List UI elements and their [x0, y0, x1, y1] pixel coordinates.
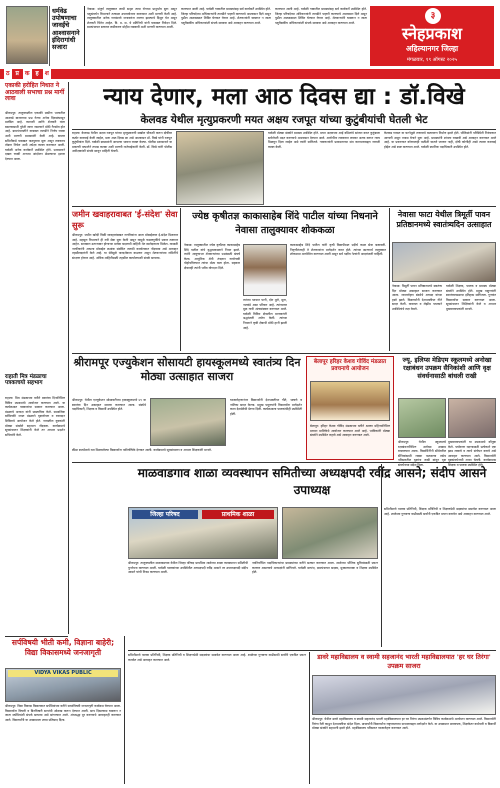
main-subhead: केलवड येथील मृत्युप्रकरणी मयत अक्षय रजपूत यांच्या कुटुंबीयांची घेतली भेट — [140, 114, 428, 126]
promo-body: बेलापूर: हरिहर केशव गोविंद मंडळाच्या वतीने श्रावण महिन्यानिमित्त प्रवचन मालिकेचे आयोजन करण्यात आले आहे. भाविकांनी मोठ्या संख्येने उपस्थित राहावे असे आवाहन करण्यात आले. — [310, 424, 390, 438]
malwadgaon-headline: माळवाडगाव शाळा व्यवस्थापन समितीच्या अध्यक्षपदी रवींद्र आसने; संदीप आसने उपाध्यक्ष — [137, 466, 487, 497]
main-sub-rule — [72, 129, 496, 130]
shinde-headline: ज्येष्ठ कृषीतज्ञ काकासाहेब शिंदे पाटील यांच्या निधनाने नेवासा तालुक्यावर शोककळा — [192, 211, 378, 236]
malwadgaon-photo-b — [282, 507, 378, 559]
masthead-lead-col-a: नेवासा: संपूर्ण तालुक्यात लम्पी सदृश त्वचा रोगाचा प्रादुर्भाव सुरू असून पशुसंवर्धन विभागाने तत्काळ उपाययोजना कराव्यात अशी मागणी केली आहे. तालुक्यातील अनेक गावांमध्ये जनावरांना लागण झाल्याचे दिसून येत असून शेतकरी चिंतेत आहेत. वि. प्र. स. चे प्रतिनिधी यांनी याबाबत निवेदन दिले. ग्रामपंचायत स्तरावर लसीकरण मोहीम राबवावी अशी मागणी करण्यात आली. — [87, 7, 177, 30]
logo-subtitle: अहिल्यानगर जिल्हा — [405, 44, 459, 53]
land-divider — [180, 208, 181, 351]
main-photo — [176, 131, 264, 205]
section-ribbon — [0, 69, 500, 79]
main-body-b: यावेळी मोठ्या संख्येने ग्रामस्थ उपस्थित होते. मयत अक्षयच्या आई वडिलांचे सांत्वन करत कुटुंबाला सर्वतोपरी मदत करण्याचे आश्वासन देण्यात आले. आरोपींना लवकरात लवकर अटक करून न्याय मिळवून दिला जाईल असे त्यांनी सांगितले. गावकऱ्यांनी प्रशासनाच्या संथ कारभाराबद्दल नाराजी व्यक्त केली. — [268, 131, 380, 149]
fence-photo-banner: VIDYA VIKAS PUBLIC — [8, 670, 118, 677]
land-headline: जमीन खवाहरावाबत 'ई-संदेश' सेवा सुरू — [72, 209, 178, 230]
shrirampur-body-a: श्रीरामपूर: येथील एज्युकेशन सोसायटीच्या हायस्कूलमध्ये ७९ वा स्वातंत्र्य दिन उत्साहात साजरा करण्यात आला. संस्थेचे पदाधिकारी, शिक्षक व विद्यार्थी उपस्थित होते. — [72, 398, 146, 412]
shinde-portrait — [243, 244, 287, 296]
malwadgaon-body-a: श्रीरामपूर: तालुक्यातील माळवाडगाव येथील जिल्हा परिषद प्राथमिक शाळेच्या शाळा व्यवस्थापन समितीची पुनर्रचना करण्यात आली. यावेळी पालकांच्या उपस्थितीत अध्यक्षपदी रवींद्र आसने तर उपाध्यक्षपदी संदीप आसने यांची निवड करण्यात आली. — [128, 561, 248, 575]
main-bottom-rule — [72, 206, 496, 207]
jyu-body-a: श्रीरामपूर: येथील स्कूलमध्ये रक्षाबंधनानिमित्त अनोखा उपक्रम राबवण्यात आला. विद्यार्थिनींनी सीमेवरील सैनिकांसाठी राख्या पाठवल्या तसेच परिसरातील वृक्षांना राखी बांधून वृक्ष संवर्धनाचा संदेश दिला. — [398, 440, 446, 467]
dr-headline: डावरे महाविद्यालय व स्वामी सहजानंद भारती महाविद्यालयात 'हर घर तिरंगा' उपक्रम साजरा — [317, 653, 491, 670]
nevasa-body-a: नेवासा: त्रिमूर्ती पावन प्रतिष्ठानमध्ये स्वातंत्र्य दिन मोठ्या उत्साहात साजरा करण्यात आला. ध्वजारोहण संस्थेचे अध्यक्ष यांच्या हस्ते झाले. विद्यार्थ्यांनी देशभक्तीपर गीते सादर केली. कवायत व लेझीम पथकाने उपस्थितांचे लक्ष वेधले. — [392, 284, 442, 311]
ribbon-tag: श — [44, 70, 49, 77]
main-body-a: राहाता: केलवड येथील अक्षय रजपूत यांच्या मृत्यूप्रकरणी सखोल चौकशी करून दोषींवर कठोर कारवाई केली जाईल, मला आठ दिवस द्या असे आश्वासन डॉ. विखे यांनी रजपूत कुटुंबीयांना दिले. यावेळी ग्रामस्थांनी आपल्या भावना व्यक्त केल्या. पोलीस प्रशासनाने या प्रकरणी तत्परतेने तपास करावा अशी मागणी नातेवाईकांनी केली. डॉ. विखे यांनी पोलीस अधीक्षकांशी संपर्क साधून माहिती घेतली. — [72, 131, 172, 154]
shrirampur-body-b: ध्वजारोहणानंतर विद्यार्थ्यांनी देशभक्तीपर गीते, भाषणे व नाटिका सादर केल्या. प्रमुख पाहुण्यांनी विद्यार्थ्यांना मार्गदर्शन करत देशसेवेची प्रेरणा दिली. कार्यक्रमाला पालकांचीही उपस्थिती होती. — [230, 398, 303, 416]
fence-divider — [124, 636, 125, 784]
land-body: श्रीरामपूर: जमीन खरेदी विक्री व्यवहारांबाबत नागरिकांना आता मोबाईलवर ई-संदेश मिळणार आहे. महसूल विभागाने ही नवी सेवा सुरू केली असून यामुळे फसवणुकीचे प्रकार टळणार आहेत. सातबारा उताऱ्यावर होणाऱ्या प्रत्येक बदलाची माहिती थेट खातेदाराला मिळेल. यासाठी नागरिकांनी आपला मोबाईल क्रमांक संबंधित तलाठी कार्यालयात नोंदवावा असे आवाहन तहसीलदारांनी केले आहे. या सेवेमुळे पारदर्शकता वाढणार असून शेतकऱ्यांच्या जमिनींचे संरक्षण होणार आहे. अधिक माहितीसाठी तहसील कार्यालयाशी संपर्क साधावा. — [72, 233, 178, 260]
malwadgaon-body-d: समितीमध्ये पालक प्रतिनिधी, शिक्षक प्रतिनिधी व शिक्षणप्रेमी सदस्यांचा समावेश करण्यात आला आहे. शाळेच्या गुणवत्ता वाढीसाठी सर्वांनी एकत्रित प्रयत्न करावेत असे आवाहन करण्यात आले. — [128, 653, 306, 662]
ribbon-tag: ठ — [6, 70, 10, 77]
teaser-headline: धर्मवेढ उपोषणाचा जावईंचे आश्वासनाने इंदिरागांधी सजारा — [52, 7, 80, 52]
jyu-photo-a — [398, 398, 446, 438]
main-body-c: केलवड गावात या घटनेमुळे तणावाचे वातावरण निर्माण झाले होते. पोलिसांनी परिस्थिती नियंत्रणात आणली असून तपास वेगाने सुरू आहे. ग्रामस्थांनी शांतता राखावी असे आवाहन करण्यात आले आहे. या प्रकरणात कोणालाही पाठीशी घातले जाणार नाही, दोषी कोणीही असो त्यावर कारवाई होईल असे स्पष्ट करण्यात आले. यावेळी स्थानिक पदाधिकारी उपस्थित होते. — [384, 131, 496, 149]
malwadgaon-divider — [381, 464, 382, 647]
shrirampur-headline: श्रीरामपूर एज्युकेशन सोसायटी हायस्कूलमध्ये स्वातंत्र्य दिन मोठ्या उत्साहात साजरा — [73, 356, 301, 383]
ribbon-tag: प्र — [15, 70, 19, 77]
jyu-body-b: मुख्याध्यापकांनी या उपक्रमाचे कौतुक केले. पर्यावरण रक्षणासाठी प्रत्येकाने एक झाड लावावे व त्याचे संगोपन करावे असे आवाहन करण्यात आले. विद्यार्थ्यांनी वृक्षसंवर्धनाची शपथ घेतली. कार्यक्रमास शिक्षक व पालक उपस्थित होते. — [448, 440, 496, 467]
malwadgaon-body-b: नवनिर्वाचित पदाधिकाऱ्यांचा ग्रामस्थांच्या वतीने सत्कार करण्यात आला. शाळेच्या भौतिक सुविधांसाठी प्रयत्न करणार असल्याचे अध्यक्षांनी सांगितले. यावेळी सरपंच, ग्रामपंचायत सदस्य, मुख्याध्यापक व शिक्षक उपस्थित होते. — [252, 561, 378, 575]
left-col-divider — [68, 82, 69, 634]
dr-body: श्रीरामपूर: येथील डावरे महाविद्यालय व स्वामी सहजानंद भारती महाविद्यालयात हर घर तिरंगा उपक्रमांतर्गत विविध कार्यक्रमांचे आयोजन करण्यात आले. विद्यार्थ्यांनी तिरंगा रॅली काढून देशभक्तीचा संदेश दिला. प्राचार्यांनी विद्यार्थ्यांना राष्ट्रध्वजाच्या सन्मानाबद्दल मार्गदर्शन केले. या उपक्रमात प्राध्यापक, शिक्षकेतर कर्मचारी व विद्यार्थी मोठ्या संख्येने सहभागी झाले होते. महाविद्यालय परिसरात ध्वजारोहण करण्यात आले. — [312, 717, 496, 731]
nevasa-photo — [392, 242, 496, 282]
malwadgaon-banner-b: प्राथमिक शाळा — [202, 510, 274, 519]
left-bottom-rule — [5, 636, 68, 637]
dr-divider — [309, 652, 310, 784]
malwadgaon-banner-a: जिल्हा परिषद — [132, 510, 198, 519]
masthead-lead-col-c: करण्यात आली आहे. यावेळी गावातील ग्रामस्थांसह सर्व कार्यकर्ते उपस्थित होते. जिल्हा परिषदेच्या अधिकाऱ्यांनी तातडीने पाहणी करण्याचे आश्वासन दिले असून पुढील आठवड्यात शिबिर घेण्यात येणार आहे. शेतकऱ्यांनी घाबरून न जाता पशुवैद्यकीय अधिकाऱ्यांशी संपर्क साधावा असे आवाहन करण्यात आले. — [275, 7, 367, 25]
malwadgaon-body-c: समितीमध्ये पालक प्रतिनिधी, शिक्षक प्रतिनिधी व शिक्षणप्रेमी सदस्यांचा समावेश करण्यात आला आहे. शाळेच्या गुणवत्ता वाढीसाठी सर्वांनी एकत्रित प्रयत्न करावेत असे आवाहन करण्यात आले. — [384, 507, 496, 516]
nevasa-headline: नेवासा फाटा येथील त्रिमूर्ती पावन प्रतिष्ठानमध्ये स्वातंत्र्यदिन उत्साहात — [396, 210, 492, 229]
ribbon-tag: क — [24, 70, 30, 77]
shrirampur-photo — [150, 398, 226, 446]
dr-photo — [312, 675, 496, 715]
jyu-photo-b — [448, 398, 496, 438]
shinde-body-b: त्यांच्या पश्चात पत्नी, दोन मुले, सुना, नातवंडे असा परिवार आहे. त्यांच्यावर मूळ गावी अंत्यसंस्कार करण्यात आले. यावेळी विविध क्षेत्रातील मान्यवरांनी श्रद्धांजली अर्पण केली. त्यांच्या निधनाने कृषी क्षेत्राची मोठी हानी झाली आहे. — [243, 298, 287, 330]
promo-photo — [310, 381, 390, 421]
teaser-photo — [6, 6, 48, 64]
bottom-strip-rule — [128, 650, 496, 651]
left-story1-body: श्रीरामपूर: तालुक्यातील एकाकी ग्रामीण भागातील आठवडे बाजाराचा प्रश्न गेल्या अनेक दिवसांपासून प्रलंबित आहे. व्यापारी आणि शेतकरी यांना बसण्यासाठी पुरेशी जागा नसल्याने मोठी गैरसोय होत आहे. ग्रामपंचायतीने याबाबत तातडीने निर्णय घ्यावा अशी मागणी ग्रामस्थांनी केली आहे. बाजार समितीकडे याबाबत पाठपुरावा सुरू असून लवकरच तोडगा निघेल अशी अपेक्षा व्यक्त करण्यात आली. यावेळी अनेक कार्यकर्ते उपस्थित होते. प्रशासनाने दखल घ्यावी अन्यथा आंदोलन छेडण्याचा इशारा देण्यात आला. — [5, 111, 65, 161]
logo-number: ३ — [430, 11, 436, 21]
ribbon-tags — [4, 69, 51, 79]
ribbon-tag: ह — [35, 70, 39, 77]
masthead-lead-col-b: करण्यात आली आहे. यावेळी गावातील ग्रामस्थांसह सर्व कार्यकर्ते उपस्थित होते. जिल्हा परिषदेच्या अधिकाऱ्यांनी तातडीने पाहणी करण्याचे आश्वासन दिले असून पुढील आठवड्यात शिबिर घेण्यात येणार आहे. शेतकऱ्यांनी घाबरून न जाता पशुवैद्यकीय अधिकाऱ्यांशी संपर्क साधावा असे आवाहन करण्यात आले. — [181, 7, 271, 25]
left-story2-headline: राहाती मित्र मंडळाचा पत्रकाचयो सहभाग — [5, 374, 47, 387]
fence-headline: सर्पविषयी भीती कमी, विज्ञाना बाहेरी; विद्या विकासमध्ये जनजागृती — [11, 638, 115, 657]
mid-rule — [72, 353, 496, 354]
teaser-box — [6, 6, 50, 66]
jyu-headline: ज्यू. इलिप्स मेडिएम स्कूलमध्ये अनोखा रक्षाबंधन उपक्रम सैनिकांशी आणि वृक्ष संवर्धनासाठी बांधली राखी — [402, 356, 492, 380]
fence-body: श्रीरामपूर: विद्या विकास विद्यालयात सर्पमित्रांच्या वतीने सापांविषयी जनजागृती कार्यक्रम घेण्यात आला. विद्यार्थ्यांना विषारी व बिनविषारी सापांची ओळख करून देण्यात आली. साप दिसल्यास घाबरून न जाता सर्पमित्रांशी संपर्क साधावा असे सांगण्यात आले. अंधश्रद्धा दूर करण्याचे आवाहनही करण्यात आले. विद्यार्थ्यांनी या उपक्रमाला उत्तम प्रतिसाद दिला. — [5, 704, 121, 722]
shinde-divider — [389, 208, 390, 351]
lower-rule — [72, 462, 496, 463]
logo-title: स्नेहप्रकाश — [402, 24, 462, 43]
shrirampur-body-c: क्रीडा स्पर्धांमध्ये यश मिळवलेल्या विद्यार्थ्यांना पारितोषिके देण्यात आली. कार्यक्रमाचे सूत्रसंचालन व आभार शिक्षकांनी मानले. — [72, 448, 212, 452]
left-story2-body: राहाता: मित्र मंडळाच्या वतीने स्वातंत्र्य दिनानिमित्त विविध उपक्रमांचे आयोजन करण्यात आले. या कार्यक्रमात पत्रकारांचा सत्कार करण्यात आला. मंडळाचे अध्यक्ष यांनी प्रास्ताविक केले. सामाजिक बांधिलकी जपत मंडळाने वृक्षारोपण व रक्तदान शिबिराचे आयोजन केले होते. गावातील युवकांनी मोठ्या संख्येने सहभाग नोंदवला. कार्यक्रमाचे सूत्रसंचालन शिक्षकांनी केले तर आभार प्रदर्शन सचिवांनी केले. — [5, 396, 65, 437]
promo-headline: बेलापूर हरिहर केशव गोविंद मंडळात प्रवचनाचे आयोजन — [313, 359, 387, 372]
masthead-divider — [84, 6, 85, 66]
date-line: मंगळवार, १९ ऑगस्ट २०२५ — [406, 57, 458, 63]
left-story1-headline: एकाकी हरोहित निधात ने आठवाली सभाचा प्रश्न मार्गी लावा — [5, 82, 65, 103]
nevasa-body-b: यावेळी शिक्षक, पालक व ग्रामस्थ मोठ्या संख्येने उपस्थित होते. प्रमुख पाहुण्यांनी स्वातंत्र्यलढ्याचा इतिहास सांगितला. गुणवंत विद्यार्थ्यांचा सत्कार करण्यात आला. सूत्रसंचालन शिक्षिकांनी केले व आभार मुख्याध्यापकांनी मानले. — [446, 284, 496, 311]
shinde-body-a: नेवासा: तालुक्यातील ज्येष्ठ कृषीतज्ञ काकासाहेब शिंदे पाटील यांचे वृद्धापकाळाने निधन झाले. त्यांनी आयुष्यभर शेतकऱ्यांच्या प्रश्नांसाठी संघर्ष केला. आधुनिक शेती तंत्रज्ञान गावोगावी पोहोचविण्यात त्यांचा मोठा वाटा होता. सहकार क्षेत्रातही त्यांनी भरीव योगदान दिले. — [184, 243, 240, 270]
shinde-body-c: काकासाहेब शिंदे पाटील यांनी कृषी विद्यापीठात प्रदीर्घ काळ सेवा बजावली. निवृत्तीनंतरही ते शेतकऱ्यांना मार्गदर्शन करत होते. त्यांच्या स्मरणार्थ तालुक्यात शोकसभा आयोजित करण्यात आली असून सर्व पक्षीय नेत्यांनी आदरांजली वाहिली. — [290, 243, 386, 257]
main-headline: न्याय देणार, मला आठ दिवस द्या : डॉ.विखे — [103, 84, 465, 110]
